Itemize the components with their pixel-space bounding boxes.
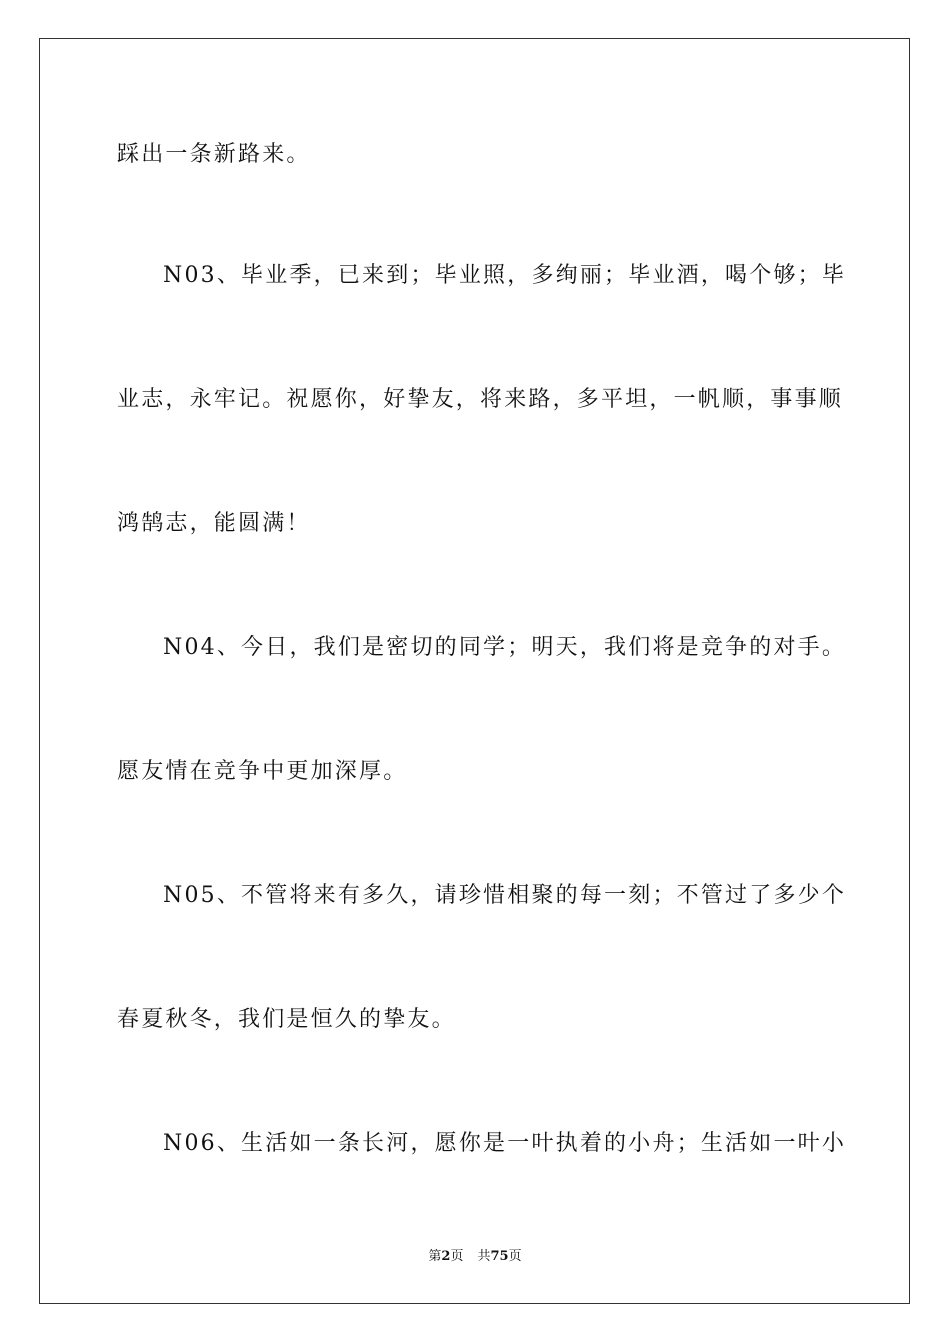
paragraph-n03-line: N03、毕业季，已来到；毕业照，多绚丽；毕业酒，喝个够；毕 (163, 263, 847, 288)
paragraph-n03-line: 鸿鹄志，能圆满！ (117, 511, 311, 536)
footer-page-suffix: 页 (450, 1249, 464, 1264)
paragraph-n05-line: 春夏秋冬，我们是恒久的挚友。 (117, 1007, 456, 1032)
page-footer (0, 1248, 950, 1266)
footer-total-suffix: 页 (508, 1249, 522, 1264)
paragraph-n04-line: 愿友情在竞争中更加深厚。 (117, 759, 408, 784)
page-border (39, 38, 910, 1304)
paragraph-n06-line: N06、生活如一条长河，愿你是一叶执着的小舟；生活如一叶小 (163, 1131, 847, 1156)
footer-total-pages: 75 (490, 1249, 509, 1264)
paragraph-n05-line: N05、不管将来有多久，请珍惜相聚的每一刻；不管过了多少个 (163, 883, 847, 908)
footer-page-number: 2 (441, 1249, 451, 1264)
paragraph-n03-line: 业志，永牢记。祝愿你，好挚友，将来路，多平坦，一帆顺，事事顺 (117, 387, 844, 412)
footer-page-prefix: 第 (428, 1249, 442, 1264)
footer-total-prefix: 共 (477, 1249, 491, 1264)
text-line: 踩出一条新路来。 (117, 142, 311, 167)
paragraph-n04-line: N04、今日，我们是密切的同学；明天，我们将是竞争的对手。 (163, 635, 847, 660)
